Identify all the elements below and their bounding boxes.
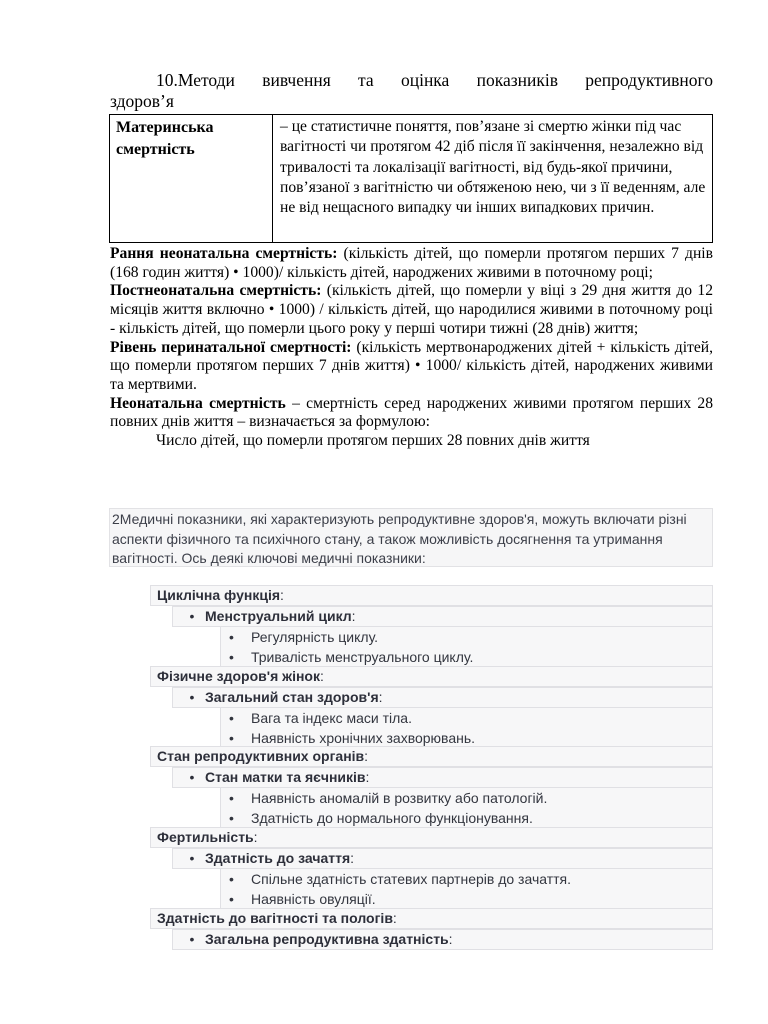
indicator-item	[221, 869, 712, 889]
category-heading	[150, 746, 713, 767]
colon: :	[253, 829, 258, 845]
formula-paragraph	[110, 245, 713, 282]
indicator-list	[220, 868, 713, 910]
indicator-item	[221, 627, 712, 647]
category-title: Фізичне здоров'я жінок	[157, 668, 320, 684]
formula-paragraph	[110, 282, 713, 338]
bullet-icon: •	[229, 790, 234, 806]
bullet-icon: •	[229, 730, 234, 746]
indicator-item	[221, 788, 712, 808]
indicator-item	[221, 728, 712, 748]
indicator-list	[220, 707, 713, 749]
subcategory-item	[172, 606, 713, 627]
definition-text-cell: – це статистичне поняття, пов’язане зі смертю жінки під час вагітності чи протягом 42 діб після її закінчення, незалежно від тривалості та локалізації вагітності, від будь-якої причини, пов’язаної з вагітністю чи обтяженою нею, чи з її веденням, але не від нещасного випадку чи інших випадкових причин.	[280, 118, 706, 217]
indicator-text: Вага та індекс маси тіла.	[251, 710, 412, 726]
section-heading	[110, 70, 713, 112]
colon: :	[350, 850, 355, 866]
formula-paragraph	[110, 339, 713, 395]
indicator-item	[221, 647, 712, 667]
colon: :	[280, 587, 284, 603]
subcategory-item	[172, 687, 713, 708]
heading-word: репродуктивного	[585, 70, 713, 90]
bullet-icon: •	[189, 931, 195, 947]
indicator-list	[220, 787, 713, 829]
formula-numerator-line: Число дітей, що померли протягом перших 28 повних днів життя	[156, 432, 590, 450]
category-title: Стан репродуктивних органів	[157, 748, 365, 764]
indicator-text: Спільне здатність статевих партнерів до зачаття.	[251, 871, 572, 887]
formula-term: Постнеонатальна смертність:	[110, 282, 322, 300]
formula-term: Рівень перинатальної смертності:	[110, 338, 352, 356]
indicator-text: Здатність до нормального функціонування.	[251, 810, 533, 826]
definition-term-cell	[110, 115, 273, 242]
formula-text: (кількість дітей, що померли у віці з 29 дня життя до 12 місяців життя включно • 1000) / кількість дітей, що народилися живими в поточному році - кількість дітей, що померли цього року у перші чотири тижні (28 днів) життя;	[110, 282, 713, 337]
category-heading	[150, 585, 713, 606]
definition-term-line: смертність	[116, 141, 195, 158]
heading-word: та	[358, 70, 374, 90]
formula-text: – смертність серед народжених живими протягом перших 28 повних днів життя – визначається за формулою:	[110, 394, 714, 431]
indicator-item	[221, 808, 712, 828]
category-title: Циклічна функція	[157, 587, 281, 603]
formula-term: Рання неонатальна смертність:	[110, 245, 338, 262]
definition-table	[109, 114, 713, 243]
medical-indicators-intro: 2Медичні показники, які характеризують репродуктивне здоров'я, можуть включати різні аспекти фізичного та психічного стану, а також можливість досягнення та утримання вагітності. Ось деякі ключові медичні показники:	[109, 508, 713, 567]
subcategory-title: Загальна репродуктивна здатність	[205, 931, 449, 947]
subcategory-title: Загальний стан здоров'я	[205, 689, 379, 705]
subcategory-title: Здатність до зачаття	[205, 850, 351, 866]
colon: :	[392, 910, 397, 926]
colon: :	[365, 769, 370, 785]
colon: :	[364, 748, 369, 764]
bullet-icon: •	[229, 710, 234, 726]
indicator-item	[221, 889, 712, 909]
subcategory-item	[172, 929, 713, 950]
bullet-icon: •	[229, 871, 234, 887]
formula-text: (кількість дітей, що померли протягом перших 7 днів (168 годин життя) • 1000)/ кількість дітей, народжених живими в поточному році;	[110, 245, 713, 281]
subcategory-item	[172, 767, 713, 788]
formula-term: Неонатальна смертність	[110, 394, 286, 412]
colon: :	[378, 689, 383, 705]
formulas-block	[110, 245, 713, 451]
indicator-text: Наявність хронічних захворювань.	[251, 730, 476, 746]
definition-term-line: Материнська	[116, 119, 214, 136]
formula-text: (кількість мертвонароджених дітей + кількість дітей, що померли протягом перших 7 днів життя) • 1000/ кількість дітей, народжених живими та мертвими.	[110, 338, 714, 393]
category-heading	[150, 827, 713, 848]
heading-line-1	[110, 70, 713, 91]
indicator-text: Тривалість менструального циклу.	[251, 649, 474, 665]
category-title: Здатність до вагітності та пологів	[157, 910, 393, 926]
category-title: Фертильність	[157, 829, 254, 845]
heading-word: показників	[476, 70, 558, 90]
bullet-icon: •	[189, 689, 195, 705]
colon: :	[448, 931, 453, 947]
heading-word: оцінка	[400, 70, 450, 90]
bullet-icon: •	[229, 810, 234, 826]
bullet-icon: •	[229, 629, 234, 645]
subcategory-title: Менструальний цикл	[205, 608, 352, 624]
indicator-text: Наявність аномалій в розвитку або патологій.	[251, 790, 548, 806]
indicator-item	[221, 708, 712, 728]
bullet-icon: •	[189, 769, 195, 785]
heading-number-title: 10.Методи	[156, 70, 235, 90]
bullet-icon: •	[189, 608, 195, 624]
heading-line-2: здоров’я	[110, 91, 174, 111]
indicator-text: Регулярність циклу.	[251, 629, 379, 645]
subcategory-item	[172, 848, 713, 869]
indicator-list	[220, 626, 713, 668]
category-heading	[150, 666, 713, 687]
formula-paragraph	[110, 395, 713, 432]
category-heading	[150, 908, 713, 929]
bullet-icon: •	[229, 891, 234, 907]
indicator-text: Наявність овуляції.	[251, 891, 376, 907]
subcategory-title: Стан матки та яєчників	[205, 769, 366, 785]
heading-word: вивчення	[262, 70, 331, 90]
bullet-icon: •	[229, 649, 234, 665]
colon: :	[320, 668, 324, 684]
bullet-icon: •	[189, 850, 195, 866]
colon: :	[351, 608, 356, 624]
